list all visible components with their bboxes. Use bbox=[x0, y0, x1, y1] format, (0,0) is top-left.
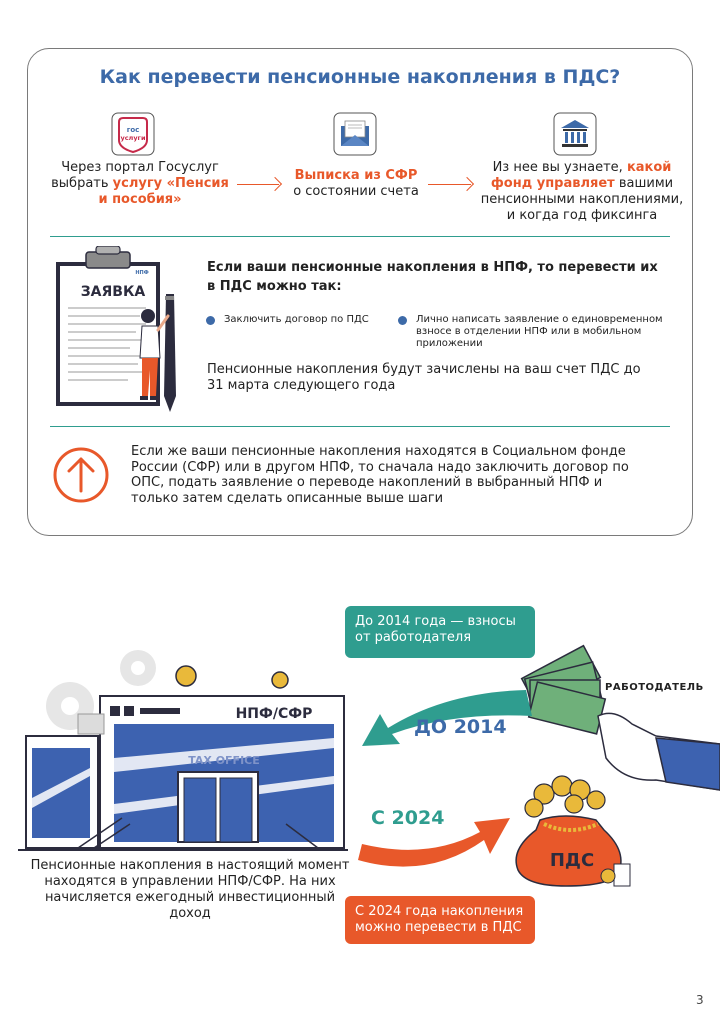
credit-note: Пенсионные накопления будут зачислены на ваш счет ПДС до 31 марта следующего года bbox=[207, 362, 641, 393]
step-3-line2-suffix: вашими bbox=[614, 176, 674, 191]
envelope-icon bbox=[333, 112, 377, 156]
step-3-line3: пенсионными накоплениями, bbox=[480, 192, 684, 207]
application-tag: НПФ bbox=[135, 270, 149, 276]
building-sign-secondary: TAX OFFICE bbox=[188, 754, 260, 767]
step-2-highlight: Выписка из СФР bbox=[294, 168, 418, 183]
step-2-line2: о состоянии счета bbox=[293, 184, 419, 199]
step-1-highlight: услугу «Пенсия bbox=[112, 176, 229, 191]
divider-bottom bbox=[50, 426, 670, 427]
option-2-text: Лично написать заявление о единовременном взносе в отделении НПФ или в мобильном приложении bbox=[416, 314, 663, 349]
step-3-text bbox=[470, 160, 694, 224]
step-3-line4: и когда год фиксинга bbox=[506, 208, 658, 223]
bubble-since-2024: С 2024 года накопления можно перевести в ПДС bbox=[345, 896, 535, 944]
step-3-highlight: какой bbox=[626, 160, 672, 175]
bubble-until-2014: До 2014 года — взносы от работодателя bbox=[345, 606, 535, 658]
npf-heading: Если ваши пенсионные накопления в НПФ, то перевести их в ПДС можно так: bbox=[207, 260, 658, 294]
employer-label: РАБОТОДАТЕЛЬ bbox=[605, 682, 704, 693]
step-3-highlight-2: фонд управляет bbox=[490, 176, 615, 191]
since-2024-label: С 2024 bbox=[371, 807, 445, 829]
step-1-line1: Через портал Госуслуг bbox=[61, 160, 219, 175]
step-1-text bbox=[40, 160, 240, 208]
step-arrow-2 bbox=[428, 184, 471, 185]
gosuslugi-logo-line2: услуги bbox=[120, 134, 146, 142]
until-2014-label: ДО 2014 bbox=[414, 716, 507, 738]
gosuslugi-icon bbox=[111, 112, 155, 156]
application-label: ЗАЯВКА bbox=[80, 284, 146, 300]
gosuslugi-logo-line1: гос bbox=[126, 126, 140, 134]
arrow-up-circle-icon bbox=[51, 445, 111, 505]
option-1-text: Заключить договор по ПДС bbox=[224, 314, 369, 325]
page-number: 3 bbox=[696, 993, 704, 1007]
bag-label: ПДС bbox=[549, 850, 595, 871]
pds-money-bag-illustration bbox=[504, 768, 644, 890]
step-1-highlight-2: и пособия» bbox=[98, 192, 182, 207]
step-3-line1-prefix: Из нее вы узнаете, bbox=[492, 160, 627, 175]
divider-top bbox=[50, 236, 670, 237]
option-2-bullet bbox=[398, 316, 407, 325]
bank-icon bbox=[553, 112, 597, 156]
pension-fund-building-illustration bbox=[18, 648, 348, 853]
building-sign: НПФ/СФР bbox=[235, 706, 313, 722]
sfr-note: Если же ваши пенсионные накопления находятся в Социальном фонде России (СФР) или в другом НПФ, то сначала надо заключить договор по ОПС, подать заявление о переводе накоплений в выбранный НПФ и только затем сделать описанные выше шаги bbox=[131, 444, 629, 506]
step-arrow-1 bbox=[237, 184, 279, 185]
option-1-bullet bbox=[206, 316, 215, 325]
step-2-text bbox=[283, 168, 429, 200]
building-caption: Пенсионные накопления в настоящий момент находятся в управлении НПФ/СФР. На них начисляется ежегодный инвестиционный доход bbox=[30, 858, 350, 921]
page-title: Как перевести пенсионные накопления в ПДС? bbox=[99, 66, 621, 88]
application-clipboard-illustration bbox=[50, 246, 188, 416]
step-1-line2-prefix: выбрать bbox=[51, 176, 113, 191]
